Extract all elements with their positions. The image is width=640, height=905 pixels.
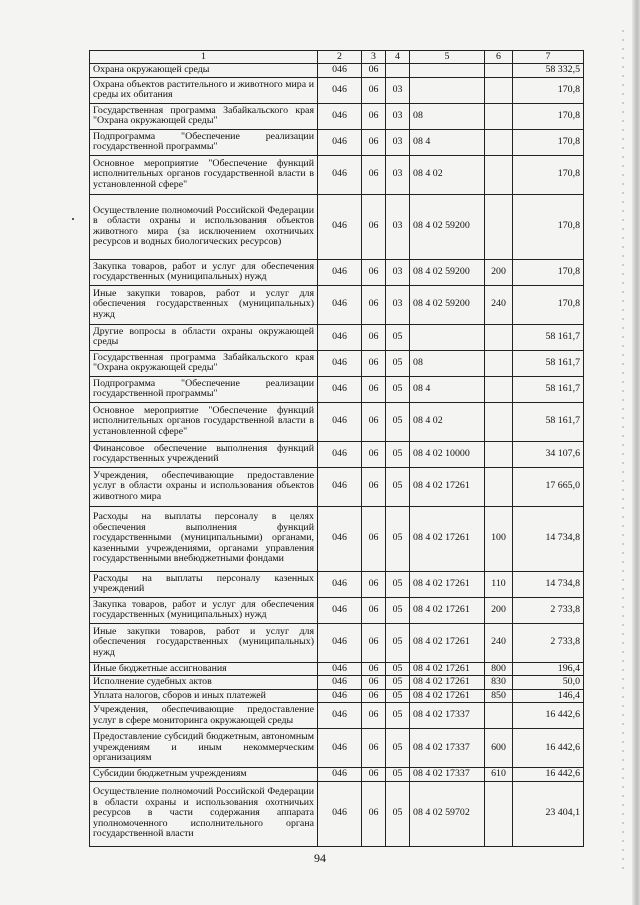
table-row (90, 259, 584, 285)
expense-type-code-cell: 240 (485, 623, 513, 662)
subsection-code-cell: 05 (386, 623, 410, 662)
subsection-code-cell: 05 (386, 689, 410, 703)
section-code-cell: 06 (362, 662, 386, 676)
target-article-code-cell: 08 4 02 59200 (410, 285, 485, 324)
subsection-code-cell: 05 (386, 662, 410, 676)
row-name-cell: Уплата налогов, сборов и иных платежей (90, 689, 318, 703)
row-name-cell: Иные закупки товаров, работ и услуг для обеспечения государственных (муниципальных) нужд (90, 285, 318, 324)
header-cell: 1 (90, 51, 318, 64)
subsection-code-cell: 05 (386, 703, 410, 729)
section-code-cell: 06 (362, 129, 386, 155)
target-article-code-cell: 08 (410, 350, 485, 376)
row-name-cell: Финансовое обеспечение выполнения функций государственных учреждений (90, 441, 318, 467)
section-code-cell: 06 (362, 324, 386, 350)
subsection-code-cell: 05 (386, 781, 410, 846)
amount-cell: 170,8 (513, 285, 584, 324)
target-article-code-cell: 08 4 02 17261 (410, 623, 485, 662)
row-name-cell: Расходы на выплаты персоналу казенных учреждений (90, 571, 318, 597)
section-code-cell: 06 (362, 350, 386, 376)
table-row (90, 402, 584, 441)
subsection-code-cell: 03 (386, 155, 410, 194)
subsection-code-cell: 03 (386, 103, 410, 129)
expense-type-code-cell: 610 (485, 768, 513, 782)
chapter-code-cell: 046 (318, 155, 362, 194)
expense-type-code-cell: 240 (485, 285, 513, 324)
subsection-code-cell: 05 (386, 441, 410, 467)
row-name-cell: Учреждения, обеспечивающие предоставление услуг в сфере мониторинга окружающей среды (90, 703, 318, 729)
target-article-code-cell: 08 4 02 (410, 402, 485, 441)
table-row (90, 703, 584, 729)
amount-cell: 58 161,7 (513, 350, 584, 376)
table-row (90, 571, 584, 597)
target-article-code-cell (410, 77, 485, 103)
table-row (90, 623, 584, 662)
chapter-code-cell: 046 (318, 77, 362, 103)
row-name-cell: Осуществление полномочий Российской Федерации в области охраны и использования объектов животного мира (за исключением охотничьих ресурсов и водных биологических ресурсов) (90, 194, 318, 259)
target-article-code-cell: 08 (410, 103, 485, 129)
section-code-cell: 06 (362, 781, 386, 846)
row-name-cell: Исполнение судебных актов (90, 676, 318, 690)
chapter-code-cell: 046 (318, 103, 362, 129)
target-article-code-cell: 08 4 02 17261 (410, 506, 485, 571)
table-row (90, 77, 584, 103)
table-row (90, 285, 584, 324)
table-row (90, 129, 584, 155)
row-name-cell: Другие вопросы в области охраны окружающей среды (90, 324, 318, 350)
row-name-cell: Основное мероприятие "Обеспечение функций исполнительных органов государственной власти в установленной сфере" (90, 402, 318, 441)
section-code-cell: 06 (362, 729, 386, 768)
row-name-cell: Государственная программа Забайкальского края "Охрана окружающей среды" (90, 103, 318, 129)
target-article-code-cell: 08 4 02 17337 (410, 768, 485, 782)
section-code-cell: 06 (362, 506, 386, 571)
expense-type-code-cell (485, 402, 513, 441)
row-name-cell: Расходы на выплаты персоналу в целях обеспечения выполнения функций государственными (муниципальными) органами, казенными учреждениями, органами управления государственными внебюджетными фондами (90, 506, 318, 571)
target-article-code-cell: 08 4 02 17261 (410, 662, 485, 676)
chapter-code-cell: 046 (318, 64, 362, 78)
amount-cell: 170,8 (513, 259, 584, 285)
row-name-cell: Охрана объектов растительного и животного мира и среды их обитания (90, 77, 318, 103)
scan-edge-dots (622, 30, 624, 870)
expense-type-code-cell (485, 703, 513, 729)
expense-type-code-cell (485, 350, 513, 376)
table-row (90, 155, 584, 194)
chapter-code-cell: 046 (318, 703, 362, 729)
subsection-code-cell: 05 (386, 676, 410, 690)
header-cell: 3 (362, 51, 386, 64)
target-article-code-cell: 08 4 02 59200 (410, 194, 485, 259)
expense-type-code-cell: 800 (485, 662, 513, 676)
chapter-code-cell: 046 (318, 781, 362, 846)
section-code-cell: 06 (362, 467, 386, 506)
section-code-cell: 06 (362, 64, 386, 78)
budget-table (89, 50, 584, 847)
amount-cell: 2 733,8 (513, 623, 584, 662)
chapter-code-cell: 046 (318, 376, 362, 402)
row-name-cell: Закупка товаров, работ и услуг для обеспечения государственных (муниципальных) нужд (90, 597, 318, 623)
section-code-cell: 06 (362, 676, 386, 690)
scan-speck (72, 218, 74, 220)
target-article-code-cell: 08 4 02 10000 (410, 441, 485, 467)
header-cell: 2 (318, 51, 362, 64)
target-article-code-cell: 08 4 02 17261 (410, 676, 485, 690)
section-code-cell: 06 (362, 259, 386, 285)
target-article-code-cell (410, 324, 485, 350)
section-code-cell: 06 (362, 441, 386, 467)
expense-type-code-cell (485, 324, 513, 350)
expense-type-code-cell: 200 (485, 597, 513, 623)
chapter-code-cell: 046 (318, 194, 362, 259)
table-row (90, 376, 584, 402)
row-name-cell: Основное мероприятие "Обеспечение функций исполнительных органов государственной власти в установленной сфере" (90, 155, 318, 194)
table-row (90, 103, 584, 129)
section-code-cell: 06 (362, 77, 386, 103)
chapter-code-cell: 046 (318, 350, 362, 376)
section-code-cell: 06 (362, 285, 386, 324)
chapter-code-cell: 046 (318, 285, 362, 324)
table-row (90, 467, 584, 506)
section-code-cell: 06 (362, 103, 386, 129)
expense-type-code-cell (485, 155, 513, 194)
row-name-cell: Иные закупки товаров, работ и услуг для обеспечения государственных (муниципальных) нужд (90, 623, 318, 662)
table-row (90, 729, 584, 768)
subsection-code-cell: 05 (386, 768, 410, 782)
chapter-code-cell: 046 (318, 689, 362, 703)
chapter-code-cell: 046 (318, 623, 362, 662)
table-row (90, 350, 584, 376)
chapter-code-cell: 046 (318, 662, 362, 676)
header-cell: 5 (410, 51, 485, 64)
row-name-cell: Субсидии бюджетным учреждениям (90, 768, 318, 782)
table-row (90, 506, 584, 571)
expense-type-code-cell: 600 (485, 729, 513, 768)
section-code-cell: 06 (362, 571, 386, 597)
section-code-cell: 06 (362, 689, 386, 703)
expense-type-code-cell (485, 129, 513, 155)
target-article-code-cell: 08 4 02 17337 (410, 729, 485, 768)
chapter-code-cell: 046 (318, 324, 362, 350)
amount-cell: 196,4 (513, 662, 584, 676)
subsection-code-cell: 05 (386, 376, 410, 402)
expense-type-code-cell (485, 376, 513, 402)
amount-cell: 17 665,0 (513, 467, 584, 506)
subsection-code-cell: 03 (386, 194, 410, 259)
chapter-code-cell: 046 (318, 402, 362, 441)
amount-cell: 58 332,5 (513, 64, 584, 78)
chapter-code-cell: 046 (318, 571, 362, 597)
page-number: 94 (314, 851, 326, 865)
subsection-code-cell: 05 (386, 350, 410, 376)
section-code-cell: 06 (362, 768, 386, 782)
chapter-code-cell: 046 (318, 597, 362, 623)
amount-cell: 58 161,7 (513, 324, 584, 350)
target-article-code-cell (410, 64, 485, 78)
amount-cell: 170,8 (513, 194, 584, 259)
expense-type-code-cell: 200 (485, 259, 513, 285)
row-name-cell: Подпрограмма "Обеспечение реализации государственной программы" (90, 129, 318, 155)
chapter-code-cell: 046 (318, 676, 362, 690)
amount-cell: 14 734,8 (513, 506, 584, 571)
expense-type-code-cell (485, 77, 513, 103)
amount-cell: 170,8 (513, 155, 584, 194)
expense-type-code-cell (485, 194, 513, 259)
target-article-code-cell: 08 4 02 17261 (410, 571, 485, 597)
section-code-cell: 06 (362, 623, 386, 662)
amount-cell: 170,8 (513, 103, 584, 129)
subsection-code-cell: 03 (386, 285, 410, 324)
expense-type-code-cell: 110 (485, 571, 513, 597)
header-cell: 7 (513, 51, 584, 64)
amount-cell: 16 442,6 (513, 729, 584, 768)
subsection-code-cell: 05 (386, 597, 410, 623)
table-row (90, 441, 584, 467)
header-cell: 4 (386, 51, 410, 64)
table-row (90, 194, 584, 259)
chapter-code-cell: 046 (318, 441, 362, 467)
expense-type-code-cell (485, 64, 513, 78)
table-header-row (90, 51, 584, 64)
chapter-code-cell: 046 (318, 768, 362, 782)
chapter-code-cell: 046 (318, 129, 362, 155)
section-code-cell: 06 (362, 703, 386, 729)
subsection-code-cell: 05 (386, 571, 410, 597)
table-row (90, 324, 584, 350)
target-article-code-cell: 08 4 02 (410, 155, 485, 194)
table-row (90, 676, 584, 690)
amount-cell: 50,0 (513, 676, 584, 690)
row-name-cell: Подпрограмма "Обеспечение реализации государственной программы" (90, 376, 318, 402)
subsection-code-cell: 05 (386, 729, 410, 768)
subsection-code-cell: 03 (386, 129, 410, 155)
chapter-code-cell: 046 (318, 729, 362, 768)
expense-type-code-cell: 830 (485, 676, 513, 690)
amount-cell: 14 734,8 (513, 571, 584, 597)
target-article-code-cell: 08 4 02 17261 (410, 467, 485, 506)
row-name-cell: Закупка товаров, работ и услуг для обеспечения государственных (муниципальных) нужд (90, 259, 318, 285)
expense-type-code-cell (485, 441, 513, 467)
section-code-cell: 06 (362, 376, 386, 402)
amount-cell: 58 161,7 (513, 376, 584, 402)
table-row (90, 64, 584, 78)
header-cell: 6 (485, 51, 513, 64)
amount-cell: 170,8 (513, 77, 584, 103)
amount-cell: 170,8 (513, 129, 584, 155)
row-name-cell: Осуществление полномочий Российской Федерации в области охраны и использования охотничьих ресурсов в части содержания аппарата уполномоченного исполнительного органа государственной власти (90, 781, 318, 846)
amount-cell: 23 404,1 (513, 781, 584, 846)
table-row (90, 768, 584, 782)
expense-type-code-cell (485, 781, 513, 846)
section-code-cell: 06 (362, 194, 386, 259)
subsection-code-cell: 05 (386, 324, 410, 350)
amount-cell: 34 107,6 (513, 441, 584, 467)
target-article-code-cell: 08 4 02 17337 (410, 703, 485, 729)
amount-cell: 58 161,7 (513, 402, 584, 441)
table-row (90, 662, 584, 676)
subsection-code-cell (386, 64, 410, 78)
row-name-cell: Предоставление субсидий бюджетным, автономным учреждениям и иным некоммерческим организациям (90, 729, 318, 768)
chapter-code-cell: 046 (318, 259, 362, 285)
table-row (90, 781, 584, 846)
subsection-code-cell: 03 (386, 259, 410, 285)
target-article-code-cell: 08 4 (410, 129, 485, 155)
subsection-code-cell: 03 (386, 77, 410, 103)
subsection-code-cell: 05 (386, 402, 410, 441)
subsection-code-cell: 05 (386, 467, 410, 506)
section-code-cell: 06 (362, 597, 386, 623)
row-name-cell: Государственная программа Забайкальского края "Охрана окружающей среды" (90, 350, 318, 376)
expense-type-code-cell (485, 467, 513, 506)
section-code-cell: 06 (362, 402, 386, 441)
subsection-code-cell: 05 (386, 506, 410, 571)
row-name-cell: Учреждения, обеспечивающие предоставление услуг в области охраны и использования объектов животного мира (90, 467, 318, 506)
expense-type-code-cell: 100 (485, 506, 513, 571)
table-row (90, 597, 584, 623)
chapter-code-cell: 046 (318, 467, 362, 506)
target-article-code-cell: 08 4 02 17261 (410, 689, 485, 703)
target-article-code-cell: 08 4 02 17261 (410, 597, 485, 623)
row-name-cell: Охрана окружающей среды (90, 64, 318, 78)
chapter-code-cell: 046 (318, 506, 362, 571)
scan-edge-shadow (632, 0, 640, 905)
target-article-code-cell: 08 4 02 59200 (410, 259, 485, 285)
table-row (90, 689, 584, 703)
expense-type-code-cell (485, 103, 513, 129)
row-name-cell: Иные бюджетные ассигнования (90, 662, 318, 676)
amount-cell: 16 442,6 (513, 703, 584, 729)
section-code-cell: 06 (362, 155, 386, 194)
target-article-code-cell: 08 4 (410, 376, 485, 402)
target-article-code-cell: 08 4 02 59702 (410, 781, 485, 846)
amount-cell: 2 733,8 (513, 597, 584, 623)
amount-cell: 16 442,6 (513, 768, 584, 782)
expense-type-code-cell: 850 (485, 689, 513, 703)
amount-cell: 146,4 (513, 689, 584, 703)
